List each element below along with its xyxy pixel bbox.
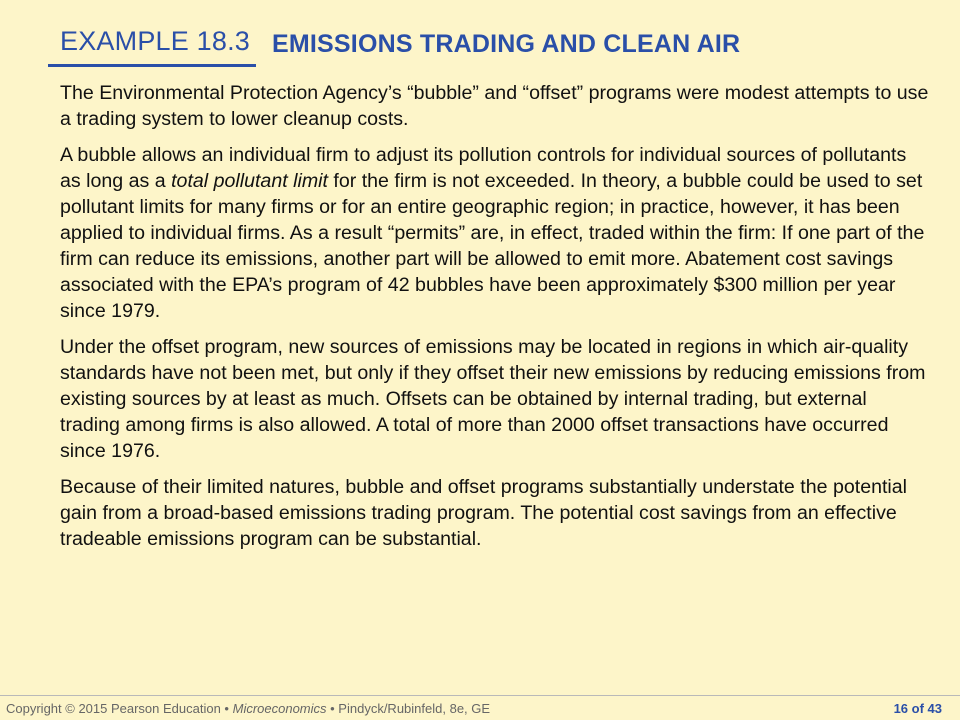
book-title: Microeconomics (232, 701, 327, 716)
footer-copyright (6, 701, 490, 716)
body-text (60, 80, 930, 562)
title-underline (48, 64, 256, 67)
paragraph-offset: Under the offset program, new sources of emissions may be located in regions in which air-quality standards have not been met, but only if they offset their new emissions by reducing emissions from existing sources by at least as much. Offsets can be obtained by internal trading, but external trading among firms is also allowed. A total of more than 2000 offset transactions have occurred since 1976. (60, 336, 926, 462)
paragraph-bubble (60, 142, 930, 324)
example-label: EXAMPLE 18.3 (60, 26, 251, 56)
bubble-emphasis: total pollutant limit (171, 170, 328, 192)
paragraph-conclusion: Because of their limited natures, bubble and offset programs substantially understate the potential gain from a broad-based emissions trading program. The potential cost savings from an effective tradeable emissions program can be substantial. (60, 476, 908, 550)
slide-title: EMISSIONS TRADING AND CLEAN AIR (272, 30, 741, 58)
paragraph-intro: The Environmental Protection Agency’s “bubble” and “offset” programs were modest attempts to use a trading system to lower cleanup costs. (60, 82, 929, 130)
page-number: 16 of 43 (893, 701, 942, 716)
authors-text: • Pindyck/Rubinfeld, 8e, GE (326, 701, 491, 716)
bubble-text-start: A bubble allows an individual firm to adjust its pollution controls for individual sources of pollutants as long as a (60, 144, 907, 192)
footer-divider (0, 695, 960, 696)
copyright-text: Copyright © 2015 Pearson Education • (6, 701, 233, 716)
bubble-text-end: for the firm is not exceeded. In theory, a bubble could be used to set pollutant limits for many firms or for an entire geographic region; in practice, however, it has been applied to individual firms. As a result “permits” are, in effect, traded within the firm: If one part of the firm can reduce its emissions, another part will be allowed to emit more. Abatement cost savings associated with the EPA’s program of 42 bubbles have been approximately $300 million per year since 1979. (60, 170, 925, 322)
